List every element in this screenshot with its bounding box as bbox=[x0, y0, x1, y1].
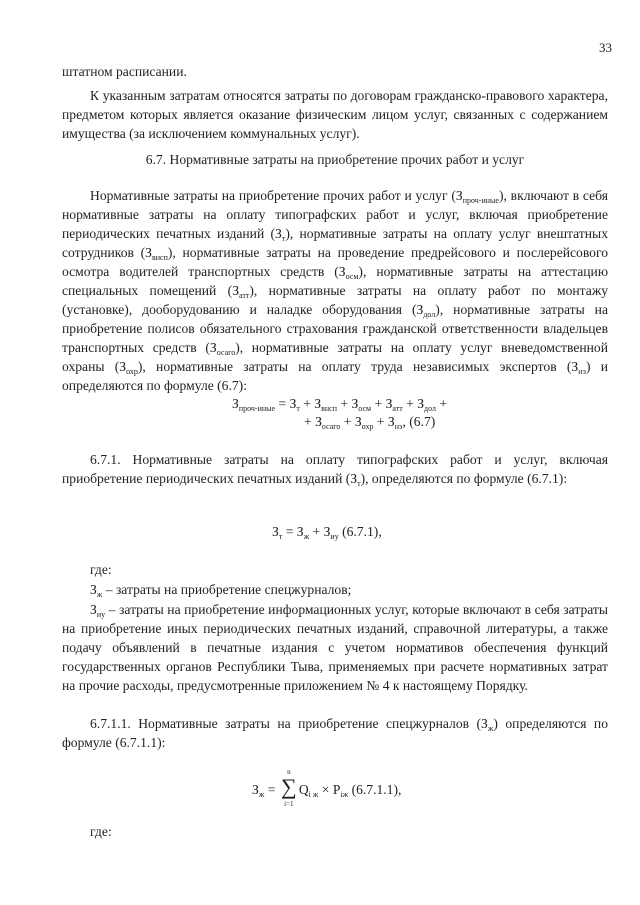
intro-paragraph: К указанным затратам относятся затраты по договорам гражданско-правового характера, предметом которых является оказание физическим лицом услуг, связанных с содержанием имущества (за исключением коммунальных услуг). bbox=[62, 88, 608, 141]
paragraph-6-7-1-1: 6.7.1.1. Нормативные затраты на приобретение спецжурналов $(З_ж)$ определяются по формуле (6.7.1.1): bbox=[62, 716, 608, 750]
main-paragraph: Нормативные затраты на приобретение прочих работ и услуг $(З_{проч-иные})$, включают в себя нормативные затраты на оплату типографских работ и услуг, включая приобретение периодических печатных изданий $(З_т)$, нормативные затраты на оплату услуг внештатных сотрудников $(З_{внсп})$, нормативные затраты на проведение предрейсового и послерейсового осмотра водителей транспортных средств $(З_{осм})$, нормативные затраты на аттестацию специальных помещений $(З_{атт})$, нормативные затраты на оплату работ по монтажу (установке), дооборудованию и наладке оборудования $(З_{дол})$, нормативные затраты на приобретение полисов обязательного страхования гражданской ответственности владельцев транспортных средств $(З_{осаго})$, нормативные затраты на оплату услуг вневедомственной охраны $(З_{охр})$, нормативные затраты на оплату труда независимых экспертов $(З_{нэ})$ и определяются по формуле (6.7): bbox=[62, 188, 609, 393]
definition-iu: $З_{иу}$ – затраты на приобретение информационных услуг, которые включают в себя затраты на приобретение иных периодических печатных изданий, справочной литературы, а также подачу объявлений в печатные издания с учетом нормативов обеспечения функций государственных органов Республики Тыва, применяемых при расчете нормативных затрат на прочие расходы, предусмотренные приложением № 4 к настоящему Порядку. bbox=[62, 602, 608, 693]
formula-6-7-1-1: $З_ж$ = n ∑ i=1 $Q_{i ж} \times P_{iж}$ (6.7.1.1), bbox=[252, 768, 402, 808]
paragraph-6-7-1: 6.7.1. Нормативные затраты на оплату типографских работ и услуг, включая приобретение периодических печатных изданий $(З_т)$, определяются по формуле (6.7.1): bbox=[62, 452, 608, 488]
formula-6-7-line1: $З_{проч-иные} = З_т + З_{внсп} + З_{осм} + З_{атт} + З_{дол}$ + bbox=[232, 396, 448, 413]
formula-6-7-line2: + $З_{осаго} + З_{охр} + З_{нэ}$, (6.7) bbox=[304, 414, 436, 431]
where-label-2: где: bbox=[90, 824, 112, 839]
sum-operator: n ∑ i=1 bbox=[280, 768, 297, 808]
formula-6-7-1: $З_т = З_ж + З_{иу}$ (6.7.1), bbox=[272, 524, 382, 541]
page-number: 33 bbox=[599, 40, 612, 55]
where-label-1: где: bbox=[90, 562, 112, 577]
section-title: 6.7. Нормативные затраты на приобретение прочих работ и услуг bbox=[145, 152, 525, 167]
intro-line: штатном расписании. bbox=[62, 64, 187, 79]
definition-zh: $З_ж$ – затраты на приобретение спецжурналов; bbox=[90, 582, 352, 599]
